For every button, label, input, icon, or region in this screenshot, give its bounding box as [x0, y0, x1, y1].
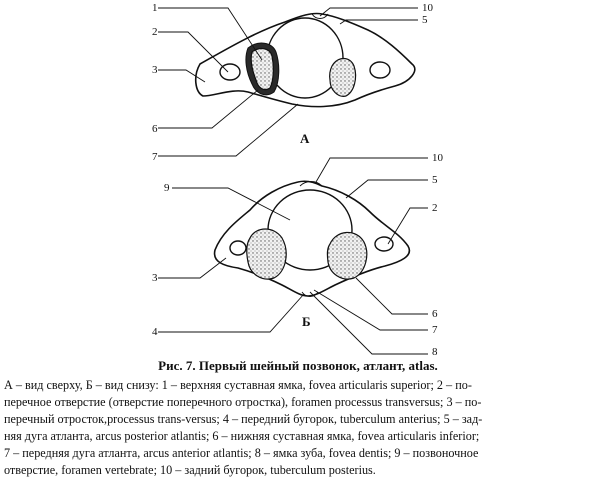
label-3-b: 3: [152, 272, 158, 284]
caption-line-2: перечное отверстие (отверстие поперечного отростка), foramen processus transversus; 3 – по-: [4, 395, 482, 409]
label-5-b: 5: [432, 174, 438, 186]
caption-title: Рис. 7. Первый шейный позвонок, атлант, atlas.: [158, 358, 438, 373]
label-9: 9: [164, 182, 170, 194]
caption-line-5: 7 – передняя дуга атланта, arcus anterior atlantis; 8 – ямка зуба, fovea dentis; 9 – позвоночное: [4, 446, 479, 460]
label-2: 2: [152, 26, 158, 38]
label-6-b: 6: [432, 308, 438, 320]
label-4: 4: [152, 326, 158, 338]
label-7-b: 7: [432, 324, 438, 336]
figure-caption: [4, 358, 592, 479]
caption-line-4: няя дуга атланта, arcus posterior atlantis; 6 – нижняя суставная ямка, fovea articularis inferior;: [4, 429, 480, 443]
caption-body: [4, 377, 592, 479]
transverse-foramen-left-bottom: [230, 241, 246, 255]
caption-line-1: А – вид сверху, Б – вид снизу: 1 – верхняя суставная ямка, fovea articularis superior; 2 – по-: [4, 378, 472, 392]
label-10-b: 10: [432, 152, 443, 164]
label-8: 8: [432, 346, 438, 356]
label-7: 7: [152, 151, 158, 163]
inferior-articular-fovea-left: [247, 229, 286, 279]
view-b-label: Б: [302, 314, 311, 329]
label-6: 6: [152, 123, 158, 135]
inferior-articular-fovea-right: [327, 232, 366, 279]
caption-line-3: перечный отросток,processus trans-versus; 4 – передний бугорок, tuberculum anterius; 5 – зад-: [4, 412, 483, 426]
transverse-foramen-right-top: [370, 62, 390, 78]
label-1: 1: [152, 2, 158, 14]
caption-line-6: отверстие, foramen vertebrate; 10 – задний бугорок, tuberculum posterius.: [4, 463, 376, 477]
label-3: 3: [152, 64, 158, 76]
atlas-bottom-view: [152, 152, 444, 356]
superior-articular-fovea-right: [330, 59, 356, 97]
label-5: 5: [422, 14, 428, 26]
atlas-top-view: [152, 2, 434, 163]
view-a-label: А: [300, 131, 310, 146]
label-2-b: 2: [432, 202, 438, 214]
label-10: 10: [422, 2, 433, 14]
transverse-foramen-right-bottom: [375, 237, 393, 251]
